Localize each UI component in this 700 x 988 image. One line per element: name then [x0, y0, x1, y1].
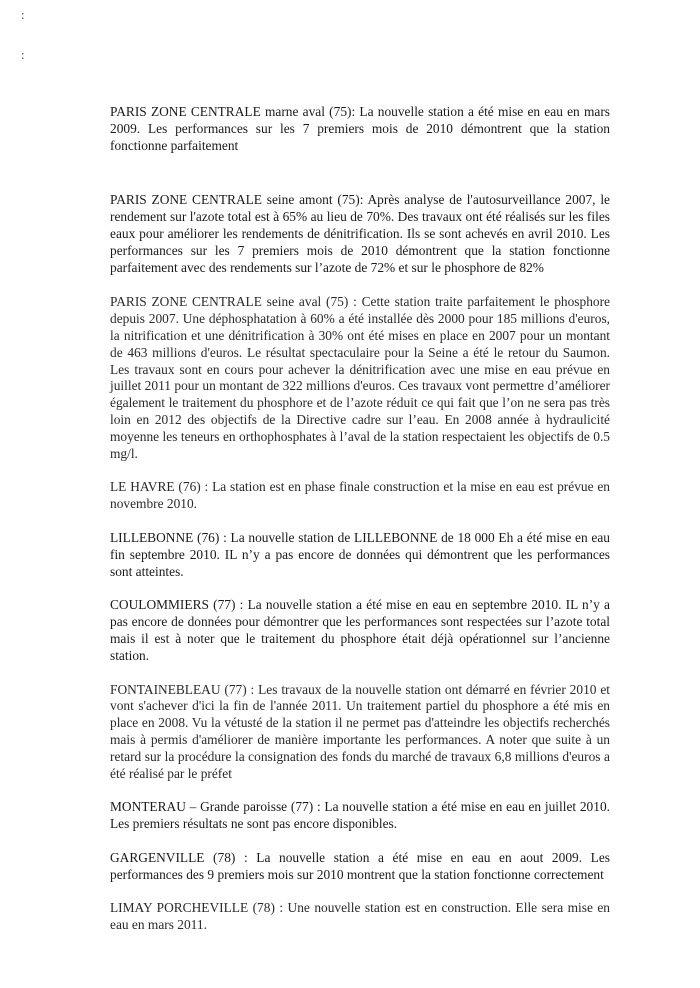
paragraph-monterau: MONTERAU – Grande paroisse (77) : La nouvelle station a été mise en eau en juillet 2010. Les premiers résultats ne sont pas encore disponibles.: [110, 799, 610, 832]
paragraph-gargenville: GARGENVILLE (78) : La nouvelle station a été mise en eau en aout 2009. Les performances des 9 premiers mois sur 2010 montrent que la station fonctionne correctement: [110, 849, 610, 882]
paragraph-limay-porcheville: LIMAY PORCHEVILLE (78) : Une nouvelle station est en construction. Elle sera mise en eau en mars 2011.: [110, 900, 610, 933]
paragraph-paris-seine-aval: PARIS ZONE CENTRALE seine aval (75) : Cette station traite parfaitement le phosphore depuis 2007. Une déphosphatation à 60% a été installée dès 2000 pour 185 millions d'euros, la nitrification et une dénitrification à 30% ont été mises en place en 2007 pour un montant de 463 millions d'euros. Le résultat spectaculaire pour la Seine a été le retour du Saumon. Les travaux sont en cours pour achever la dénitrification avec une mise en eau prévue en juillet 2011 pour un montant de 322 millions d'euros. Ces travaux vont permettre d’améliorer également le traitement du phosphore et de l’azote réduit ce qui fait que l’on ne sera pas très loin en 2012 des objectifs de la Directive cadre sur l’eau. En 2008 année à hydraulicité moyenne les teneurs en orthophosphates à l’aval de la station respectaient les objectifs de 0.5 mg/l.: [110, 294, 610, 461]
paragraph-le-havre: LE HAVRE (76) : La station est en phase finale construction et la mise en eau est prévue en novembre 2010.: [110, 479, 610, 512]
document-body: [110, 104, 610, 934]
paragraph-coulommiers: COULOMMIERS (77) : La nouvelle station a été mise en eau en septembre 2010. IL n’y a pas encore de données pour démontrer que les performances sont respectées sur l’azote total mais il est à noter que le traitement du phosphore était déjà opérationnel sur l’ancienne station.: [110, 597, 610, 663]
paragraph-fontainebleau: FONTAINEBLEAU (77) : Les travaux de la nouvelle station ont démarré en février 2010 et vont s'achever d'ici la fin de l'année 2011. Un traitement partiel du phosphore a été mis en place en 2008. Vu la vétusté de la station il ne permet pas d'atteindre les objectifs recherchés mais à permis d'améliorer de manière importante les performances. A noter que suite à un retard sur la procédure la consignation des fonds du marché de travaux 6,8 millions d'euros a été réalisé par le préfet: [110, 681, 610, 781]
margin-mark: :: [21, 47, 25, 62]
paragraph-paris-marne-aval: PARIS ZONE CENTRALE marne aval (75): La nouvelle station a été mise en eau en mars 2009. Les performances sur les 7 premiers mois de 2010 démontrent que la station fonctionne parfaitement: [110, 104, 610, 153]
paragraph-paris-seine-amont: PARIS ZONE CENTRALE seine amont (75): Après analyse de l'autosurveillance 2007, le rendement sur l'azote total est à 65% au lieu de 70%. Des travaux ont été réalisés sur les files eaux pour améliorer les rendements de dénitrification. Ils se sont achevés en avril 2010. Les performances sur les 7 premiers mois de 2010 démontrent que la station fonctionne parfaitement avec des rendements sur l’azote de 72% et sur le phosphore de 82%: [110, 192, 610, 275]
margin-mark: :: [21, 7, 25, 22]
paragraph-lillebonne: LILLEBONNE (76) : La nouvelle station de LILLEBONNE de 18 000 Eh a été mise en eau fin septembre 2010. IL n’y a pas encore de données qui démontrent que les performances sont atteintes.: [110, 529, 610, 579]
